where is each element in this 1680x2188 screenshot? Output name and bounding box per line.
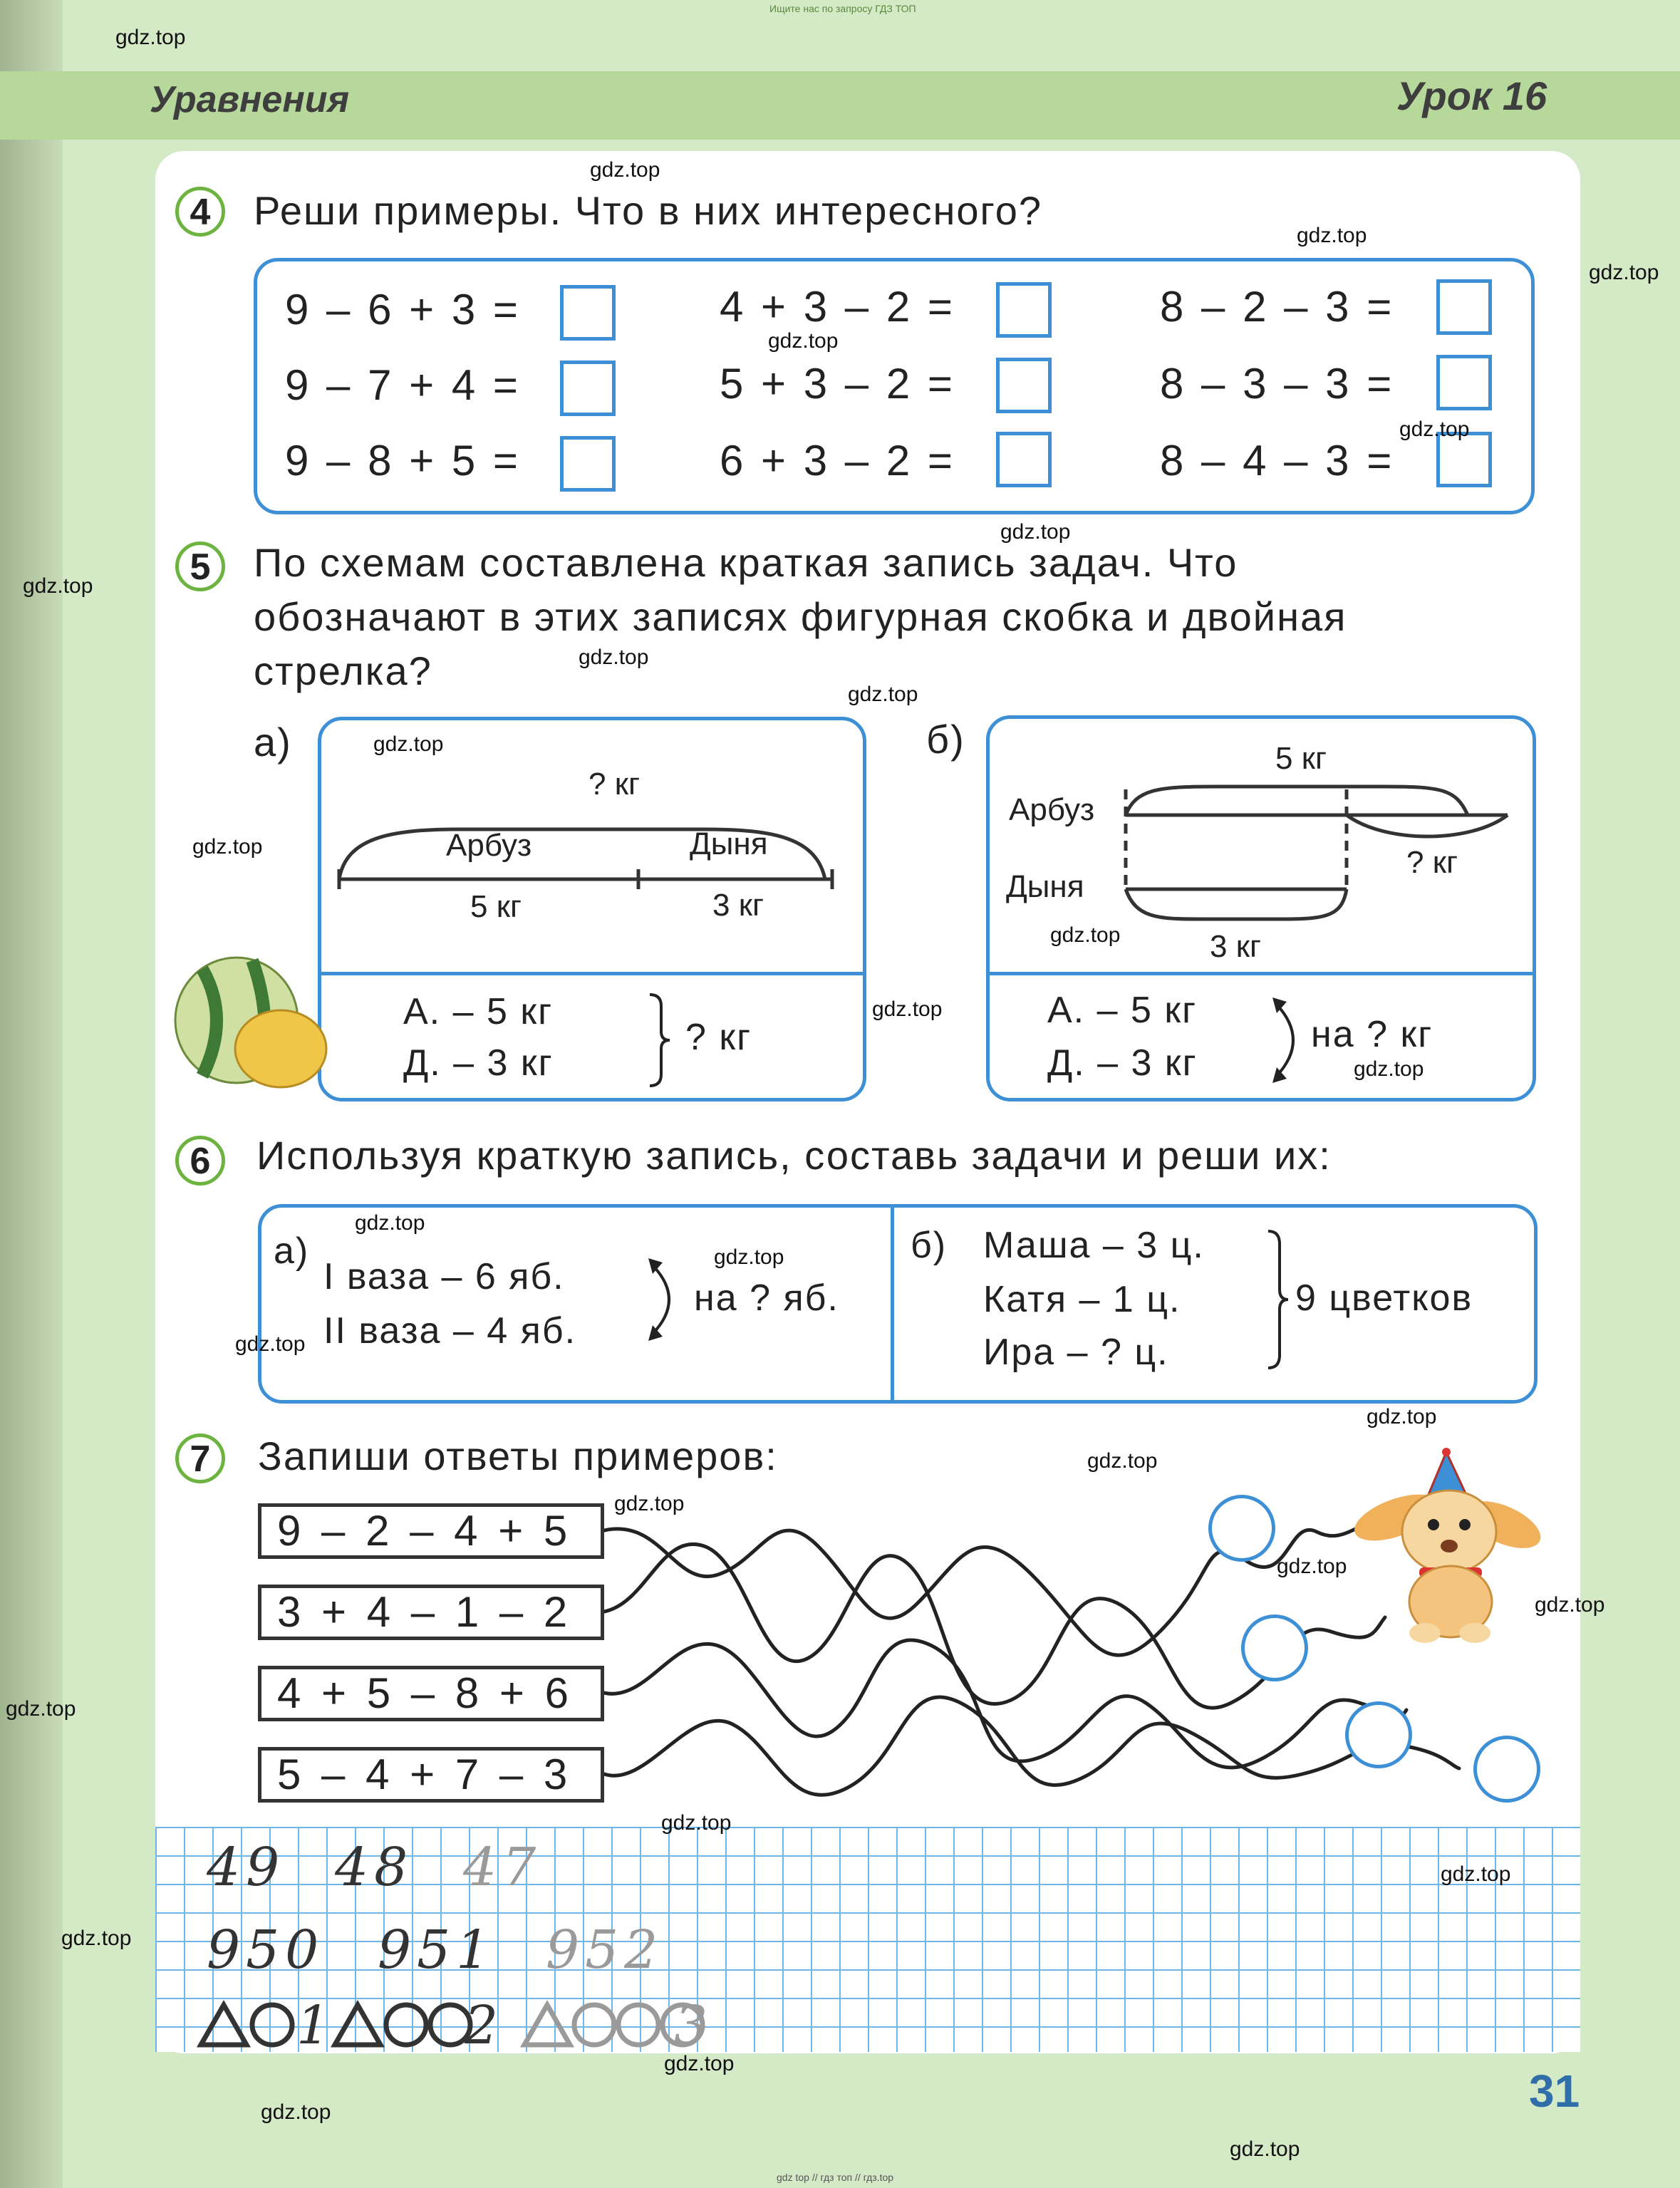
- task-6a-line2: II ваза – 4 яб.: [323, 1310, 577, 1352]
- watermark: gdz.top: [664, 2052, 735, 2075]
- scheme-b-name2: Дыня: [1006, 869, 1084, 904]
- scheme-a-label: а): [254, 720, 292, 764]
- task-6a-label: а): [274, 1230, 310, 1272]
- example-r2-c2: 5 + 3 – 2 =: [720, 360, 955, 408]
- answer-box[interactable]: [996, 282, 1052, 338]
- answer-box[interactable]: [1436, 279, 1492, 335]
- example-r1-c3: 8 – 2 – 3 =: [1160, 283, 1395, 331]
- watermark: gdz.top: [355, 1211, 425, 1235]
- task-6b-brace: [1264, 1228, 1292, 1371]
- example-r3-c2: 6 + 3 – 2 =: [720, 437, 955, 484]
- example-r2-c1: 9 – 7 + 4 =: [285, 361, 521, 409]
- watermark: gdz.top: [1087, 1449, 1158, 1473]
- scheme-b-label: б): [926, 717, 965, 762]
- watermark: gdz.top: [872, 997, 943, 1021]
- lesson-title: Урок 16: [1396, 73, 1547, 118]
- answer-circle-3[interactable]: [1345, 1701, 1412, 1768]
- watermark: gdz.top: [1297, 224, 1367, 247]
- watermark: gdz.top: [714, 1245, 784, 1269]
- footer-note: gdz top // гдз топ // гдз.top: [777, 2172, 894, 2183]
- watermark: gdz.top: [6, 1697, 76, 1721]
- task-6-divider: [891, 1206, 894, 1402]
- watermark: gdz.top: [1535, 1593, 1605, 1617]
- watermark: gdz.top: [192, 835, 263, 859]
- scheme-a-part1: Арбуз: [446, 828, 532, 863]
- watermark: gdz.top: [61, 1927, 132, 1950]
- copy-row3-digit1: 1: [296, 1995, 336, 2056]
- copy-row3-digit3: 3: [674, 1995, 714, 2056]
- task-5-line: стрелка?: [254, 648, 432, 693]
- melon-illustration: [174, 955, 331, 1090]
- task-6a-diff: на ? яб.: [694, 1277, 839, 1319]
- scheme-a-total: ? кг: [588, 767, 640, 802]
- page-spine-shadow: [0, 0, 63, 2188]
- task-5-text: [254, 536, 1479, 698]
- copy-row2-b: 951: [378, 1919, 496, 1981]
- copy-row1-c: 47: [463, 1837, 542, 1898]
- scheme-b-divider: [987, 972, 1535, 975]
- answer-box[interactable]: [1436, 355, 1492, 410]
- watermark: gdz.top: [115, 26, 186, 49]
- scheme-a-brace: [645, 992, 674, 1089]
- task-6-number: 6: [175, 1136, 225, 1186]
- puppy-illustration: [1339, 1446, 1553, 1660]
- task-7-number: 7: [175, 1433, 225, 1483]
- section-title: Уравнения: [150, 79, 350, 120]
- answer-box[interactable]: [560, 436, 616, 492]
- scheme-a-note1: А. – 5 кг: [403, 991, 554, 1032]
- top-note: Ищите нас по запросу ГДЗ ТОП: [769, 3, 916, 14]
- scheme-b-diff: ? кг: [1406, 845, 1458, 880]
- scheme-a-val2: 3 кг: [712, 888, 764, 923]
- copy-row2-a: 950: [207, 1919, 325, 1981]
- copy-row1-a: 49: [207, 1837, 286, 1898]
- scheme-b-double-arrow: [1267, 992, 1310, 1089]
- copy-row3-digit2: 2: [465, 1995, 504, 2056]
- watermark: gdz.top: [579, 645, 649, 669]
- task-6b-line1: Маша – 3 ц.: [983, 1225, 1205, 1266]
- page-number: 31: [1529, 2065, 1580, 2117]
- task-6b-line2: Катя – 1 ц.: [983, 1279, 1181, 1320]
- watermark: gdz.top: [373, 732, 444, 756]
- scheme-a-note2: Д. – 3 кг: [403, 1042, 554, 1084]
- task-6b-line3: Ира – ? ц.: [983, 1332, 1169, 1373]
- task-6a-line1: I ваза – 6 яб.: [323, 1256, 565, 1297]
- example-r1-c2: 4 + 3 – 2 =: [720, 283, 955, 331]
- watermark: gdz.top: [1441, 1862, 1511, 1886]
- watermark: gdz.top: [614, 1492, 685, 1515]
- answer-box[interactable]: [560, 285, 616, 341]
- example-r3-c3: 8 – 4 – 3 =: [1160, 437, 1395, 484]
- watermark: gdz.top: [23, 574, 93, 598]
- watermark: gdz.top: [1277, 1555, 1347, 1578]
- task-5-line: обозначают в этих записях фигурная скобка и двойная: [254, 594, 1347, 639]
- watermark: gdz.top: [1230, 2137, 1300, 2161]
- maze-example-2: 3 + 4 – 1 – 2: [258, 1585, 604, 1640]
- watermark: gdz.top: [1367, 1405, 1437, 1429]
- watermark: gdz.top: [590, 158, 660, 182]
- scheme-a-note-total: ? кг: [685, 1017, 752, 1058]
- scheme-a-part2: Дыня: [690, 826, 768, 861]
- watermark: gdz.top: [768, 329, 839, 353]
- task-6-text: Используя краткую запись, составь задачи и реши их:: [256, 1133, 1332, 1178]
- task-6b-total: 9 цветков: [1295, 1277, 1473, 1319]
- watermark: gdz.top: [661, 1811, 732, 1835]
- copy-row1-b: 48: [335, 1837, 414, 1898]
- task-5-line: По схемам составлена краткая запись задач. Что: [254, 540, 1238, 585]
- watermark: gdz.top: [1050, 923, 1121, 947]
- watermark: gdz.top: [1000, 520, 1071, 544]
- answer-circle-1[interactable]: [1208, 1495, 1275, 1562]
- task-6b-label: б): [911, 1225, 948, 1266]
- task-7-text: Запиши ответы примеров:: [258, 1433, 778, 1478]
- task-4-number: 4: [175, 187, 225, 237]
- maze-example-1: 9 – 2 – 4 + 5: [258, 1503, 604, 1559]
- scheme-b-bottom: 3 кг: [1210, 929, 1261, 964]
- watermark: gdz.top: [848, 683, 918, 706]
- answer-circle-4[interactable]: [1473, 1736, 1540, 1803]
- example-r3-c1: 9 – 8 + 5 =: [285, 437, 521, 484]
- watermark: gdz.top: [235, 1332, 306, 1356]
- scheme-b-note2: Д. – 3 кг: [1047, 1042, 1198, 1084]
- scheme-a-val1: 5 кг: [470, 889, 522, 924]
- scheme-b-top: 5 кг: [1275, 741, 1327, 776]
- scheme-b-name1: Арбуз: [1009, 792, 1095, 827]
- watermark: gdz.top: [261, 2100, 331, 2124]
- copy-row3-shapes: [192, 1998, 720, 2052]
- scheme-b-note-diff: на ? кг: [1311, 1014, 1433, 1055]
- answer-box[interactable]: [560, 361, 616, 416]
- watermark: gdz.top: [1354, 1057, 1424, 1081]
- task-4-text: Реши примеры. Что в них интересного?: [254, 188, 1043, 233]
- maze-example-3: 4 + 5 – 8 + 6: [258, 1666, 604, 1721]
- task-5-number: 5: [175, 541, 225, 591]
- maze-example-4: 5 – 4 + 7 – 3: [258, 1747, 604, 1803]
- copy-row2-c: 952: [546, 1919, 664, 1981]
- scheme-b-note1: А. – 5 кг: [1047, 990, 1198, 1031]
- answer-box[interactable]: [996, 358, 1052, 413]
- example-r1-c1: 9 – 6 + 3 =: [285, 286, 521, 333]
- watermark: gdz.top: [1589, 261, 1659, 284]
- example-r2-c3: 8 – 3 – 3 =: [1160, 360, 1395, 408]
- answer-circle-2[interactable]: [1241, 1614, 1308, 1681]
- watermark: gdz.top: [1399, 418, 1470, 441]
- answer-box[interactable]: [996, 432, 1052, 487]
- task-6a-double-arrow: [643, 1254, 685, 1347]
